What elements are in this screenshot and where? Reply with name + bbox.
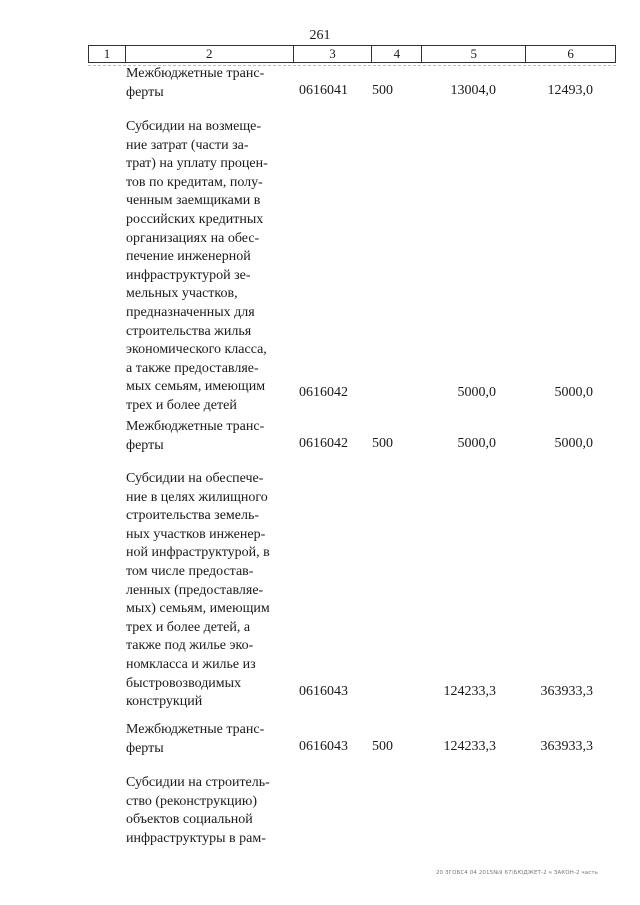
header-col-5: 5	[422, 46, 526, 62]
header-col-3: 3	[294, 46, 373, 62]
row-code: 0616042	[299, 385, 348, 400]
row-code: 0616041	[299, 83, 348, 98]
row-amount-2017: 5000,0	[554, 385, 593, 400]
header-col-6: 6	[526, 46, 616, 62]
row-description: Межбюджетные транс- ферты	[126, 722, 265, 756]
row-amount-2016: 13004,0	[450, 83, 496, 98]
row-amount-2016: 5000,0	[457, 385, 496, 400]
row-amount-2016: 5000,0	[457, 436, 496, 451]
row-description: Субсидии на строитель- ство (реконструкцию) объектов социальной инфраструктуры в рам-	[126, 775, 270, 846]
row-amount-2017: 5000,0	[554, 436, 593, 451]
header-col-1: 1	[89, 46, 126, 62]
row-code: 0616042	[299, 436, 348, 451]
row-description: Межбюджетные транс- ферты	[126, 419, 265, 453]
header-col-2: 2	[126, 46, 294, 62]
row-description: Межбюджетные транс- ферты	[126, 66, 265, 100]
row-expense-type: 500	[372, 739, 393, 754]
row-amount-2016: 124233,3	[443, 684, 496, 699]
footer-file-path: 20 ЗГОБС4 04 2015№9 67\БЮДЖЕТ-2 ч ЗАКОН-2 часть	[435, 870, 598, 876]
header-col-4: 4	[372, 46, 422, 62]
row-amount-2017: 12493,0	[547, 83, 593, 98]
row-code: 0616043	[299, 684, 348, 699]
row-amount-2017: 363933,3	[540, 739, 593, 754]
row-description: Субсидии на обеспече- ние в целях жилищного строительства земель- ных участков инженер- ной инфраструктурой, в том числе предостав- ленных (предоставляе- мых) семьям, имеющим трех и более детей, а также под жилье эко- номкласса и жилье из быстровозводимых конструкций	[126, 471, 270, 710]
page-number: 261	[309, 28, 331, 43]
row-amount-2016: 124233,3	[443, 739, 496, 754]
row-code: 0616043	[299, 739, 348, 754]
row-description: Субсидии на возмеще- ние затрат (части за- трат) на уплату процен- тов по кредитам, полу- ченным заемщиками в российских кредитных организациях на обес- печение инженерной инфраструктурой зе- мельных участков, предназначенных для строительства жилья экономического класса, а также предоставляе- мых семьям, имеющим трех и более детей	[126, 119, 268, 413]
table-header	[88, 45, 616, 63]
row-amount-2017: 363933,3	[540, 684, 593, 699]
row-expense-type: 500	[372, 436, 393, 451]
row-expense-type: 500	[372, 83, 393, 98]
